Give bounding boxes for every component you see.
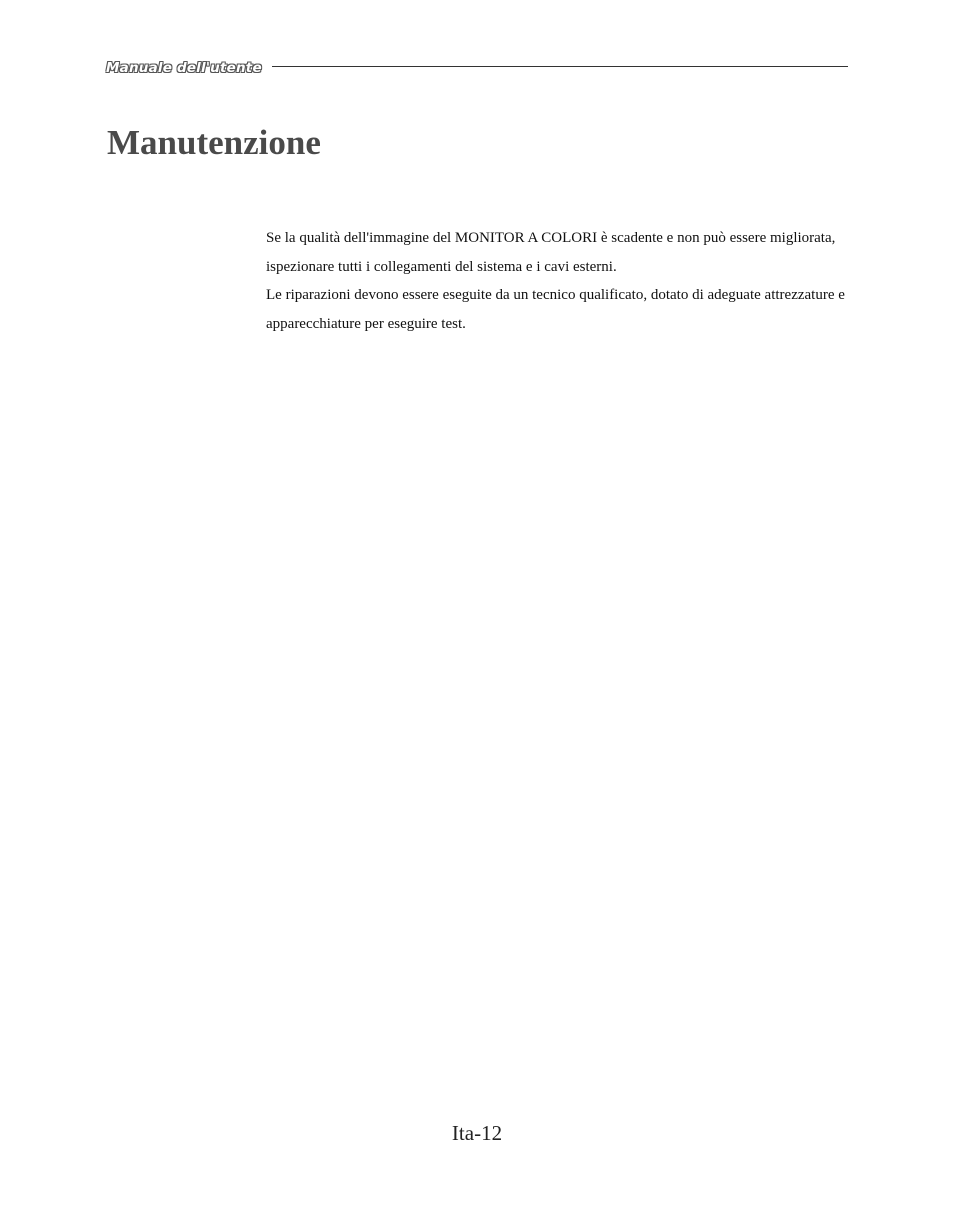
- paragraph-repairs: Le riparazioni devono essere eseguite da un tecnico qualificato, dotato di adeguate attrezzature e apparecchiature per eseguire test.: [266, 287, 845, 332]
- running-header-title: Manuale dell'utente: [106, 60, 262, 76]
- page-title: Manutenzione: [107, 123, 321, 162]
- body-text: [266, 224, 846, 338]
- paragraph-image-quality: Se la qualità dell'immagine del MONITOR A COLORI è scadente e non può essere migliorata, ispezionare tutti i collegamenti del sistema e i cavi esterni.: [266, 230, 836, 275]
- header-rule: [272, 66, 848, 67]
- page-number: Ita-12: [451, 1121, 503, 1145]
- running-header: [106, 58, 848, 78]
